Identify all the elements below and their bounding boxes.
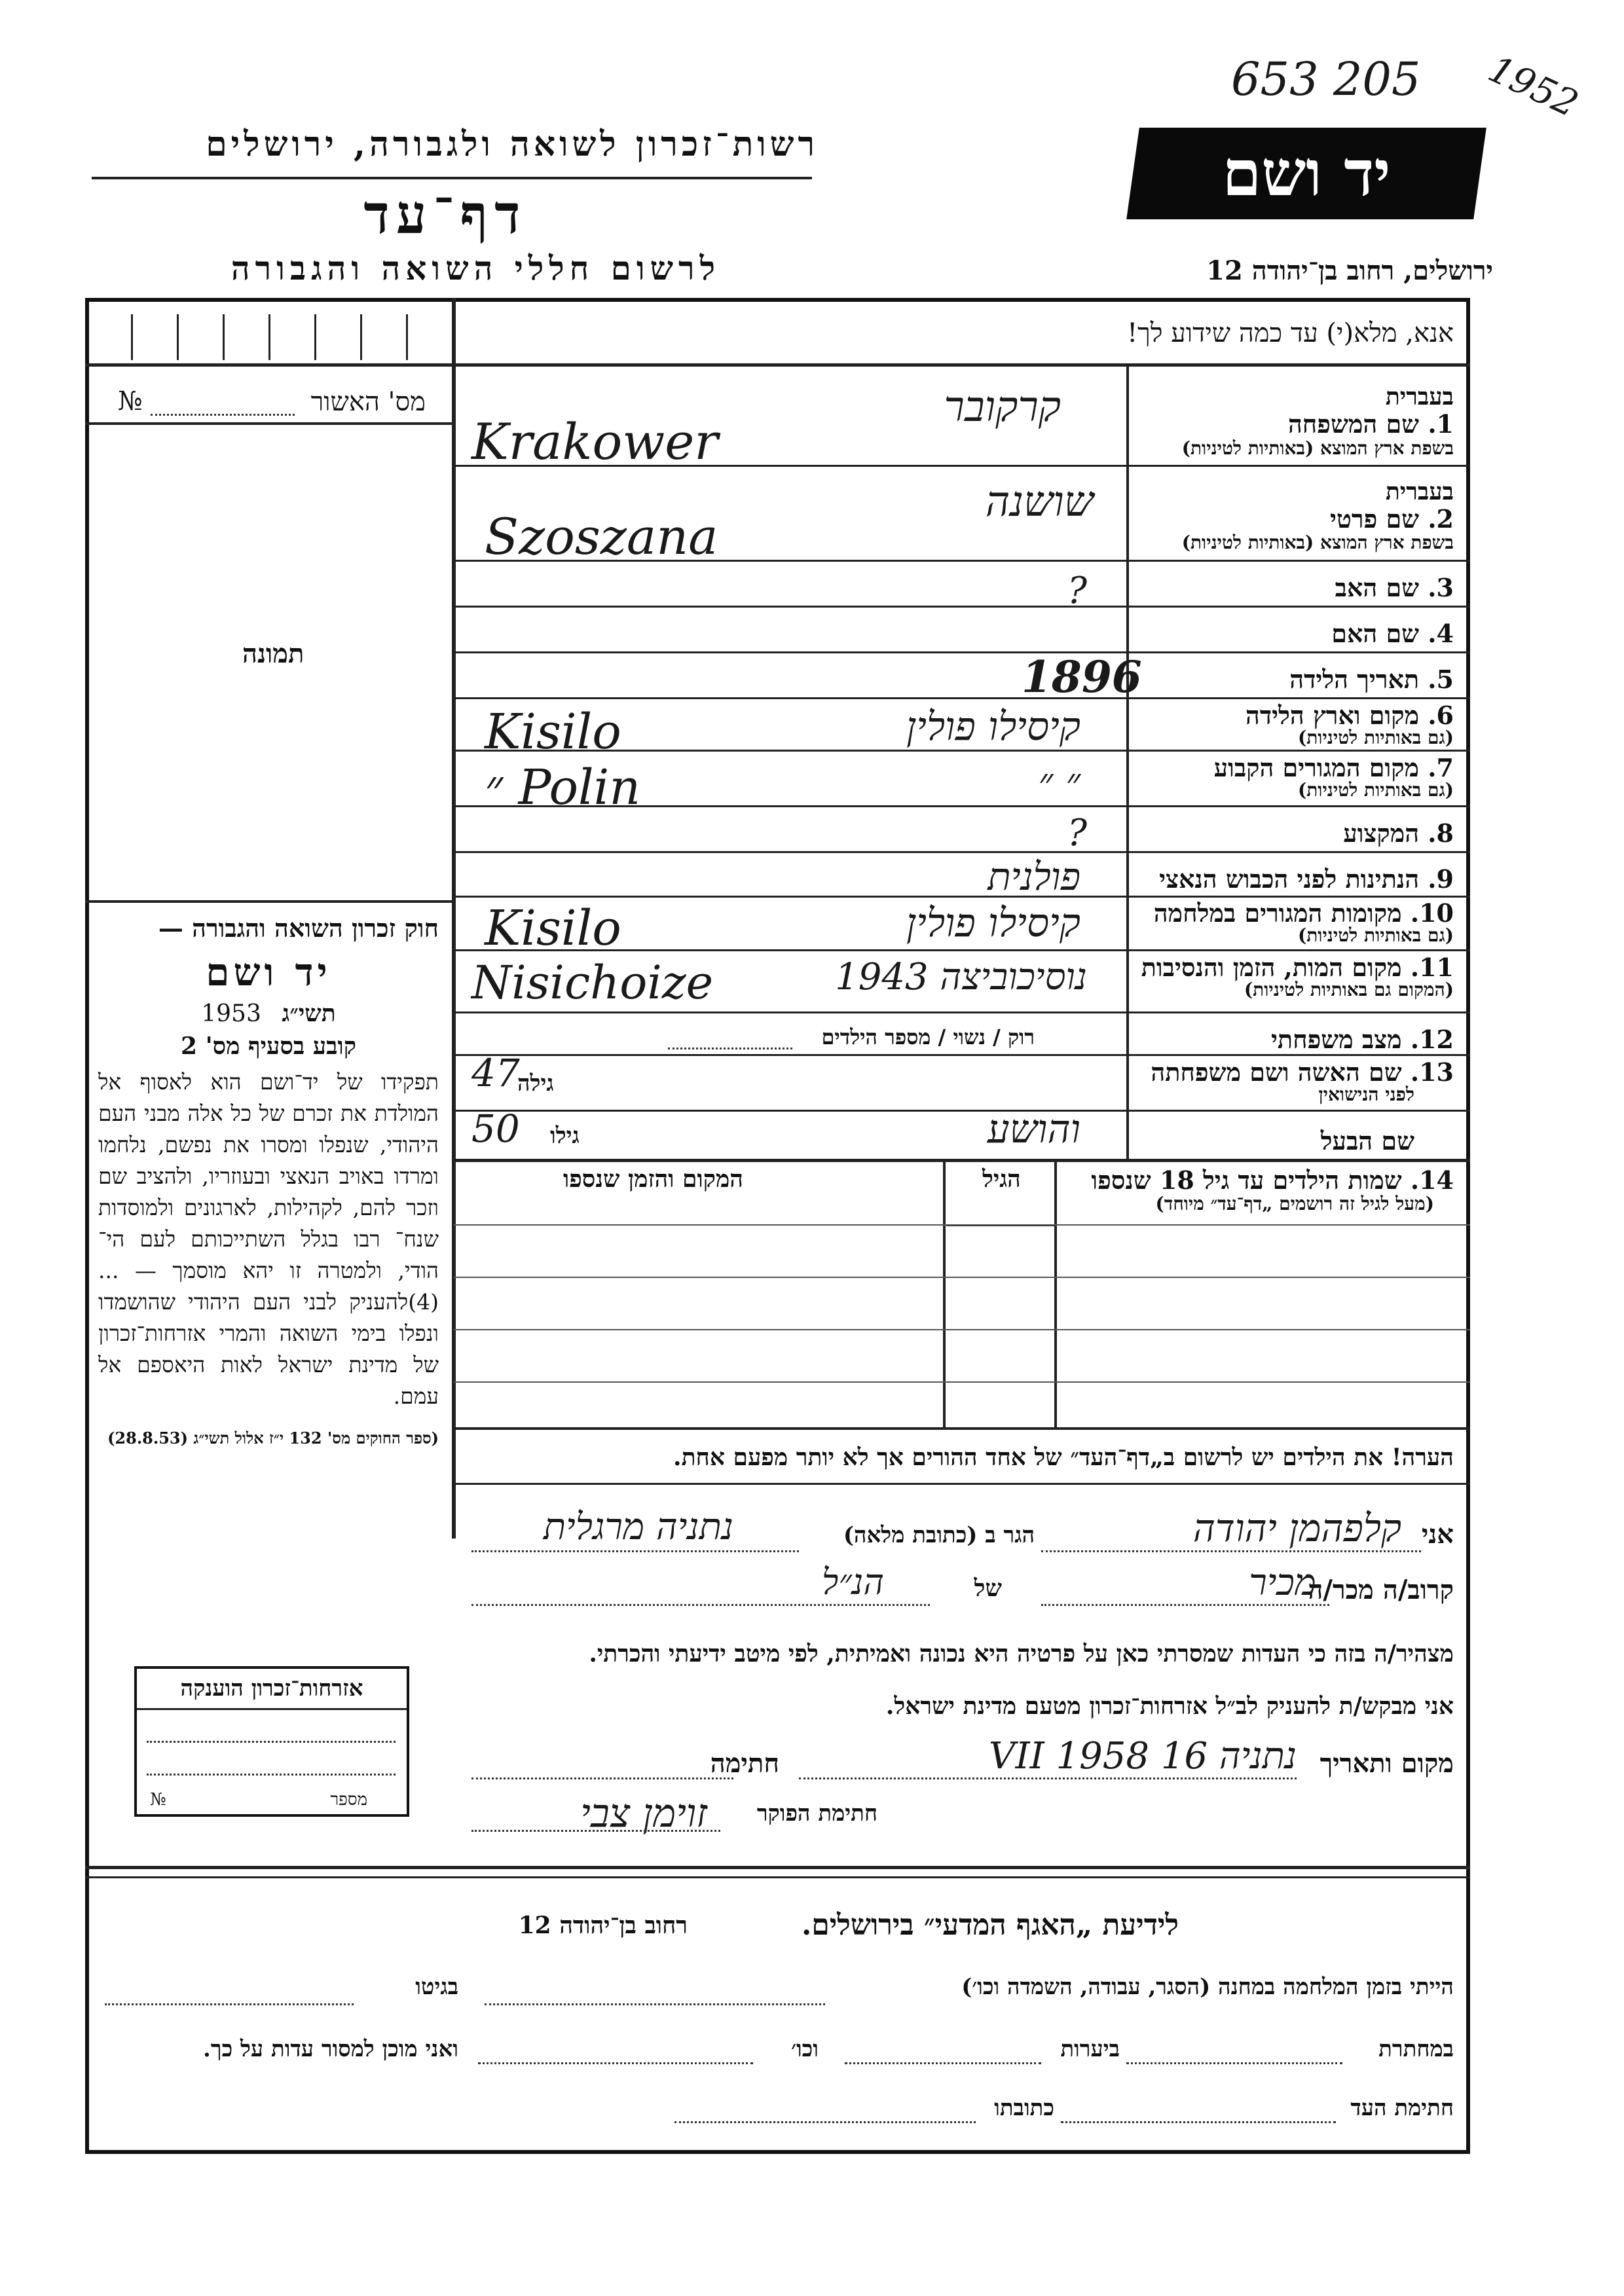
row-rule-11 — [454, 1011, 1470, 1013]
note: הערה! את הילדים יש לרשום ב„דף־העד״ של אחד ההורים אך לא יותר מפעם אחת. — [673, 1444, 1454, 1471]
row-rule-4 — [454, 651, 1470, 653]
footer-testimony-label: ואני מוכן למסור עדות על כך. — [203, 2036, 458, 2062]
place-date-field[interactable] — [799, 1777, 1297, 1779]
f5-label: 5. תאריך הלידה — [1289, 665, 1454, 694]
children-row-rule-1 — [454, 1224, 1470, 1226]
footer-address: רחוב בן־יהודה 12 — [518, 1912, 688, 1939]
declarant-address[interactable]: נתניה מרגלית — [543, 1506, 733, 1548]
children-col-divider-2 — [943, 1159, 946, 1427]
f8-value[interactable]: ? — [1067, 812, 1088, 854]
f6-latin-value[interactable]: Kisilo — [485, 704, 621, 760]
witness-signature-field[interactable] — [1061, 2121, 1336, 2123]
row-rule-14 — [454, 1159, 1470, 1162]
footer-rule-top — [85, 1866, 1470, 1869]
law-year: 1953 — [201, 1000, 261, 1027]
note-rule — [454, 1483, 1470, 1485]
relative-label: קרוב/ה מכר/ה — [1308, 1575, 1454, 1605]
handwritten-reference-number: 653 205 — [1231, 52, 1421, 106]
signature-field[interactable] — [471, 1777, 733, 1779]
form-subtitle: לרשום חללי השואה והגבורה — [231, 249, 720, 287]
approval-number-field[interactable] — [151, 414, 295, 416]
husband-age-label: גילו — [550, 1123, 580, 1149]
approval-number-label: מס' האשור — [310, 387, 426, 417]
f12-value[interactable]: רוק / נשוי / מספר הילדים — [821, 1025, 1035, 1049]
inspector-field[interactable] — [471, 1830, 720, 1832]
top-row-rule — [85, 363, 1470, 367]
f14-sub: (מעל לגיל זה רושמים „דף־עד״ מיוחד) — [1155, 1193, 1434, 1214]
footer-ghetto-label: בגיטו — [415, 1974, 458, 2000]
husband-name-value[interactable]: והושע — [987, 1106, 1080, 1152]
law-name: יד ושם — [206, 950, 331, 994]
f1-sub: בשפת ארץ המוצא (באותיות לטיניות) — [1181, 437, 1454, 459]
f14-age-column: הגיל — [982, 1165, 1021, 1193]
instructions: אנא, מלא(י) עד כמה שידוע לך! — [1127, 318, 1454, 348]
children-table-bottom — [454, 1427, 1470, 1430]
law-source: (ספר החוקים מס' 132 י״ז אלול תשי״ג (28.8.53) — [107, 1429, 439, 1448]
row-rule-8 — [454, 851, 1470, 853]
etc-field[interactable] — [478, 2062, 753, 2064]
f1-label: 1. שם המשפחה — [1287, 409, 1454, 439]
f3-label: 3. שם האב — [1335, 573, 1454, 602]
underground-field[interactable] — [1126, 2062, 1342, 2064]
photo-label: תמונה — [242, 638, 304, 669]
f2-label: 2. שם פרטי — [1329, 504, 1454, 534]
header-rule — [92, 177, 812, 179]
footer-title: לידיעת „האגף המדעי״ בירושלים. — [801, 1908, 1179, 1942]
f6-hebrew-value[interactable]: קיסילו פולין — [906, 704, 1080, 750]
declaration-request: אני מבקש/ת להעניק לב״ל אזרחות־זכרון מטעם מדינת ישראל. — [885, 1692, 1454, 1720]
f6-sub: (גם באותיות לטיניות) — [1297, 727, 1454, 748]
header-address: ירושלים, רחוב בן־יהודה 12 — [1206, 255, 1493, 286]
f14-label: 14. שמות הילדים עד גיל 18 שנספו — [1091, 1165, 1454, 1195]
f6-label: 6. מקום וארץ הלידה — [1246, 701, 1454, 730]
relative-field[interactable] — [1041, 1604, 1329, 1606]
footer-etc-label: וכו׳ — [791, 2036, 819, 2062]
ghetto-field[interactable] — [105, 2003, 354, 2005]
in-hebrew-label-2: בעברית — [1385, 478, 1454, 505]
row-rule-12 — [454, 1054, 1470, 1056]
f1-latin-value[interactable]: Krakower — [471, 412, 718, 471]
law-year-hebrew: תשי״ג — [282, 1000, 336, 1027]
law-panel — [98, 913, 439, 1449]
f14-place-column: המקום והזמן שנספו — [563, 1165, 743, 1193]
children-row-rule-3 — [454, 1329, 1470, 1330]
place-date-label: מקום ותאריך — [1320, 1748, 1454, 1779]
photo-bottom-rule — [85, 900, 454, 903]
f2-sub: בשפת ארץ המוצא (באותיות לטיניות) — [1181, 532, 1454, 553]
f13-age-label: גילה — [517, 1070, 554, 1097]
in-hebrew-label-1: בעברית — [1385, 383, 1454, 410]
forests-field[interactable] — [845, 2062, 1041, 2064]
declarant-name-field[interactable] — [1041, 1550, 1421, 1552]
relative-value[interactable]: מכיר — [1249, 1561, 1316, 1604]
f10-latin-value[interactable]: Kisilo — [485, 900, 621, 957]
f9-value[interactable]: פולנית — [987, 854, 1080, 899]
citizenship-number-label: מספר — [330, 1790, 367, 1810]
approval-no-sign: № — [118, 386, 143, 416]
f7-latin-value[interactable]: ״ Polin — [485, 759, 640, 816]
row-rule-3 — [454, 606, 1470, 608]
citizenship-box-title: אזרחות־זכרון הוענקה — [180, 1675, 363, 1702]
f1-hebrew-value[interactable]: קרקובר — [944, 383, 1061, 431]
f11-hebrew-value[interactable]: נוסיכוביצה 1943 — [835, 956, 1087, 998]
law-clause: קובע בסעיף מס' 2 — [181, 1032, 356, 1060]
f11-label: 11. מקום המות, הזמן והנסיבות — [1141, 953, 1454, 982]
f11-latin-value[interactable]: Nisichoize — [471, 956, 714, 1010]
handwritten-top-right-note: 1952 — [1481, 47, 1585, 126]
label-column-divider — [1126, 363, 1129, 1159]
f3-value[interactable]: ? — [1067, 570, 1088, 612]
left-panel-divider — [452, 298, 456, 1539]
husband-label: שם הבעל — [1320, 1126, 1414, 1156]
declarant-address-field[interactable] — [471, 1550, 799, 1552]
f9-label: 9. הנתינות לפני הכבוש הנאצי — [1159, 864, 1454, 894]
f10-sub: (גם באותיות לטיניות) — [1297, 924, 1454, 946]
of-field[interactable] — [471, 1604, 930, 1606]
f13-age-value[interactable]: 47 — [471, 1051, 520, 1095]
footer-camp-label: הייתי בזמן המלחמה במחנה (הסגר, עבודה, השמדה וכו׳) — [961, 1974, 1454, 2000]
of-value[interactable]: הנ״ל — [822, 1561, 884, 1603]
footer-rule-bottom — [85, 1876, 1470, 1878]
f8-label: 8. המקצוע — [1343, 818, 1454, 848]
f2-hebrew-value[interactable]: שושנה — [985, 478, 1094, 526]
citizenship-no-sign: № — [150, 1790, 166, 1810]
f4-label: 4. שם האם — [1331, 619, 1454, 648]
footer-address-label: כתובתו — [994, 2095, 1054, 2121]
inspector-signature[interactable]: זוימן צבי — [580, 1791, 707, 1836]
f13-label: 13. שם האשה ושם משפחתה — [1151, 1057, 1454, 1087]
children-row-rule-4 — [454, 1381, 1470, 1383]
footer-witness-signature-label: חתימת העד — [1350, 2095, 1454, 2121]
law-title: חוק זכרון השואה והגבורה — — [158, 913, 439, 943]
authority-title: רשות־זכרון לשואה ולגבורה, ירושלים — [206, 124, 819, 164]
f13-sub: לפני הנישואין — [1318, 1084, 1414, 1105]
citizenship-box — [134, 1666, 409, 1817]
code-boxes — [105, 314, 445, 360]
camp-field[interactable] — [485, 2003, 825, 2005]
row-rule-9 — [454, 896, 1470, 898]
f7-hebrew-value[interactable]: ״ ״ — [1038, 759, 1080, 805]
approval-rule — [85, 422, 454, 425]
f5-value[interactable]: 1896 — [1022, 651, 1142, 702]
row-rule-5 — [454, 697, 1470, 699]
law-text: תפקידו של יד־ושם הוא לאסוף אל המולדת את זכרם של כל אלה מבני העם היהודי, שנפלו ומסרו את נפשם, נלחמו ומרדו באויב הנאצי ובעוזריו, ולהציב שם וזכר להם, לקהילות, לארגונים ולמוסדות שנח־ רבו בגלל השתייכותם לעם הי־ הודי, ולמטרה זו יהא מוסמך — ...(4)להעניק לבני העם היהודי שהושמדו ונפלו בימי השואה והמרי אזרחות־זכרון של מדינת ישראל לאות היאספם אל עמם. — [98, 1069, 439, 1409]
children-col-divider-1 — [1054, 1159, 1057, 1427]
f12-label: 12. מצב משפחתי — [1270, 1025, 1454, 1054]
inspector-label: חתימת הפוקר — [756, 1800, 877, 1827]
declaration-statement: מצהיר/ה בזה כי העדות שמסרתי כאן על פרטיה היא נכונה ואמיתית, לפי מיטב ידיעתי והכרתי. — [589, 1640, 1454, 1667]
f10-hebrew-value[interactable]: קיסילו פולין — [906, 900, 1080, 946]
f11-sub: (המקום גם באותיות לטיניות) — [1244, 979, 1454, 1000]
footer-underground-label: במחתרת — [1378, 2036, 1454, 2062]
f2-latin-value[interactable]: Szoszana — [485, 507, 718, 566]
declaration-ani-label: אני — [1421, 1519, 1454, 1550]
f7-label: 7. מקום המגורים הקבוע — [1213, 753, 1454, 782]
footer-forests-label: ביערות — [1060, 2036, 1120, 2062]
witness-address-field[interactable] — [674, 2121, 976, 2123]
children-count-field[interactable] — [668, 1048, 792, 1049]
resident-label: הגר ב (כתובת מלאה) — [843, 1522, 1035, 1548]
signature-label: חתימה — [710, 1748, 779, 1779]
place-date-value[interactable]: נתניה 16 VII 1958 — [989, 1735, 1297, 1777]
f10-label: 10. מקומות המגורים במלחמה — [1153, 898, 1454, 928]
declarant-name[interactable]: קלפהמן יהודה — [1192, 1506, 1401, 1550]
children-row-rule-2 — [454, 1277, 1470, 1278]
f7-sub: (גם באותיות לטיניות) — [1297, 779, 1454, 801]
logo-block — [1126, 128, 1486, 219]
row-rule-13 — [454, 1110, 1470, 1112]
logo-text: יד ושם — [1222, 136, 1391, 210]
form-title: דף־עד — [363, 183, 527, 246]
husband-age-value[interactable]: 50 — [471, 1106, 520, 1151]
of-label: של — [974, 1575, 1002, 1602]
